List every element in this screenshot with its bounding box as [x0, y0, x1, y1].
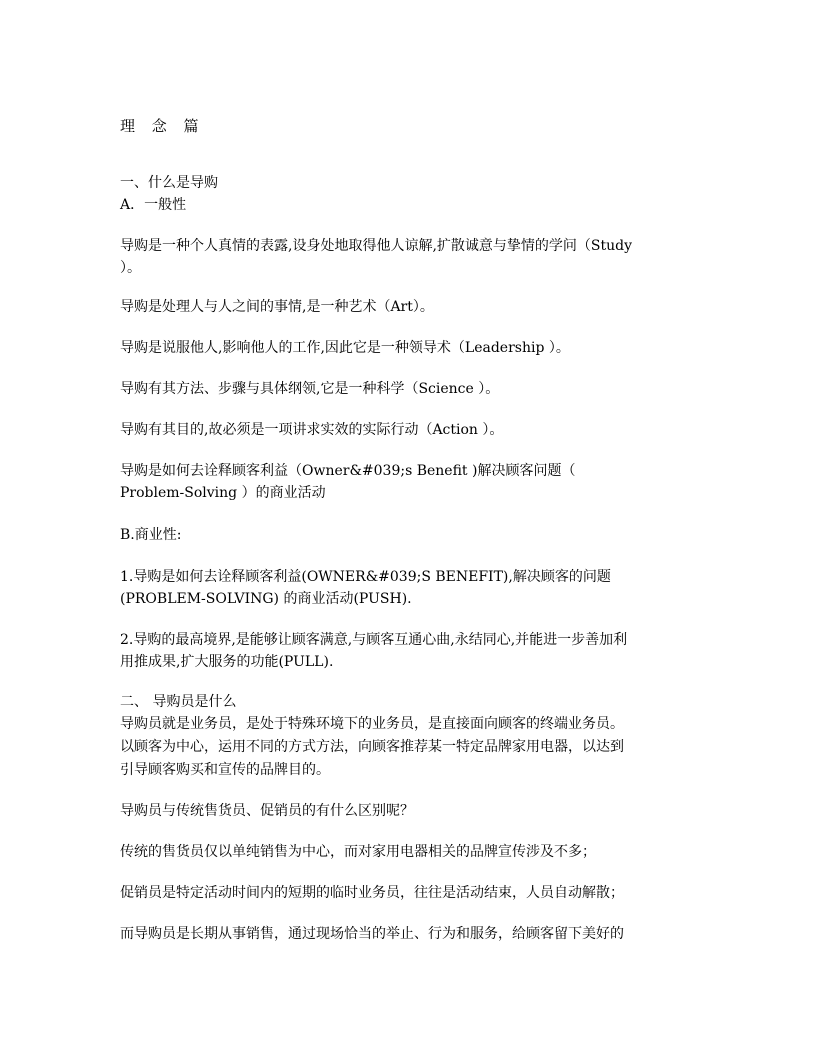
- paragraph-guide: 而导购员是长期从事销售，通过现场恰当的举止、行为和服务，给顾客留下美好的: [120, 926, 624, 942]
- paragraph-push-line1: 1.导购是如何去诠释顾客利益(OWNER&#039;S BENEFIT),解决顾客的问题: [120, 569, 611, 585]
- paragraph-study-line2: ）。: [120, 260, 141, 276]
- paragraph-benefit-line2: Problem-Solving ）的商业活动: [120, 485, 326, 501]
- paragraph-definition-line2: 以顾客为中心，运用不同的方式方法，向顾客推荐某一特定品牌家用电器，以达到: [120, 739, 624, 755]
- paragraph-promoter: 促销员是特定活动时间内的短期的临时业务员，往往是活动结束，人员自动解散；: [120, 885, 624, 901]
- paragraph-action: 导购有其目的,故必须是一项讲求实效的实际行动（Action ）。: [120, 422, 504, 438]
- paragraph-pull-line2: 用推成果,扩大服务的功能(PULL).: [120, 654, 334, 670]
- paragraph-salesclerk: 传统的售货员仅以单纯销售为中心，而对家用电器相关的品牌宣传涉及不多；: [120, 844, 596, 860]
- section-heading-1: 一、什么是导购: [120, 175, 218, 191]
- paragraph-study-line1: 导购是一种个人真情的表露,设身处地取得他人谅解,扩散诚意与挚情的学问（Study: [120, 238, 633, 254]
- paragraph-benefit-line1: 导购是如何去诠释顾客利益（Owner&#039;s Benefit )解决顾客问题（: [120, 463, 576, 479]
- subheading-a: A．一般性: [120, 197, 187, 213]
- paragraph-push-line2: (PROBLEM-SOLVING) 的商业活动(PUSH).: [120, 591, 412, 607]
- section-heading-2: 二、 导购员是什么: [120, 694, 237, 710]
- paragraph-science: 导购有其方法、步骤与具体纲领,它是一种科学（Science ）。: [120, 381, 500, 397]
- paragraph-definition-line3: 引导顾客购买和宣传的品牌目的。: [120, 762, 330, 778]
- subheading-b: B.商业性:: [120, 527, 182, 543]
- paragraph-definition-line1: 导购员就是业务员，是处于特殊环境下的业务员，是直接面向顾客的终端业务员。: [120, 716, 624, 732]
- page-title: 理 念 篇: [120, 117, 205, 135]
- paragraph-art: 导购是处理人与人之间的事情,是一种艺术（Art）。: [120, 299, 434, 315]
- paragraph-leadership: 导购是说服他人,影响他人的工作,因此它是一种领导术（Leadership ）。: [120, 340, 570, 356]
- paragraph-pull-line1: 2.导购的最高境界,是能够让顾客满意,与顾客互通心曲,永结同心,并能进一步善加利: [120, 632, 628, 648]
- paragraph-question: 导购员与传统售货员、促销员的有什么区别呢？: [120, 803, 414, 819]
